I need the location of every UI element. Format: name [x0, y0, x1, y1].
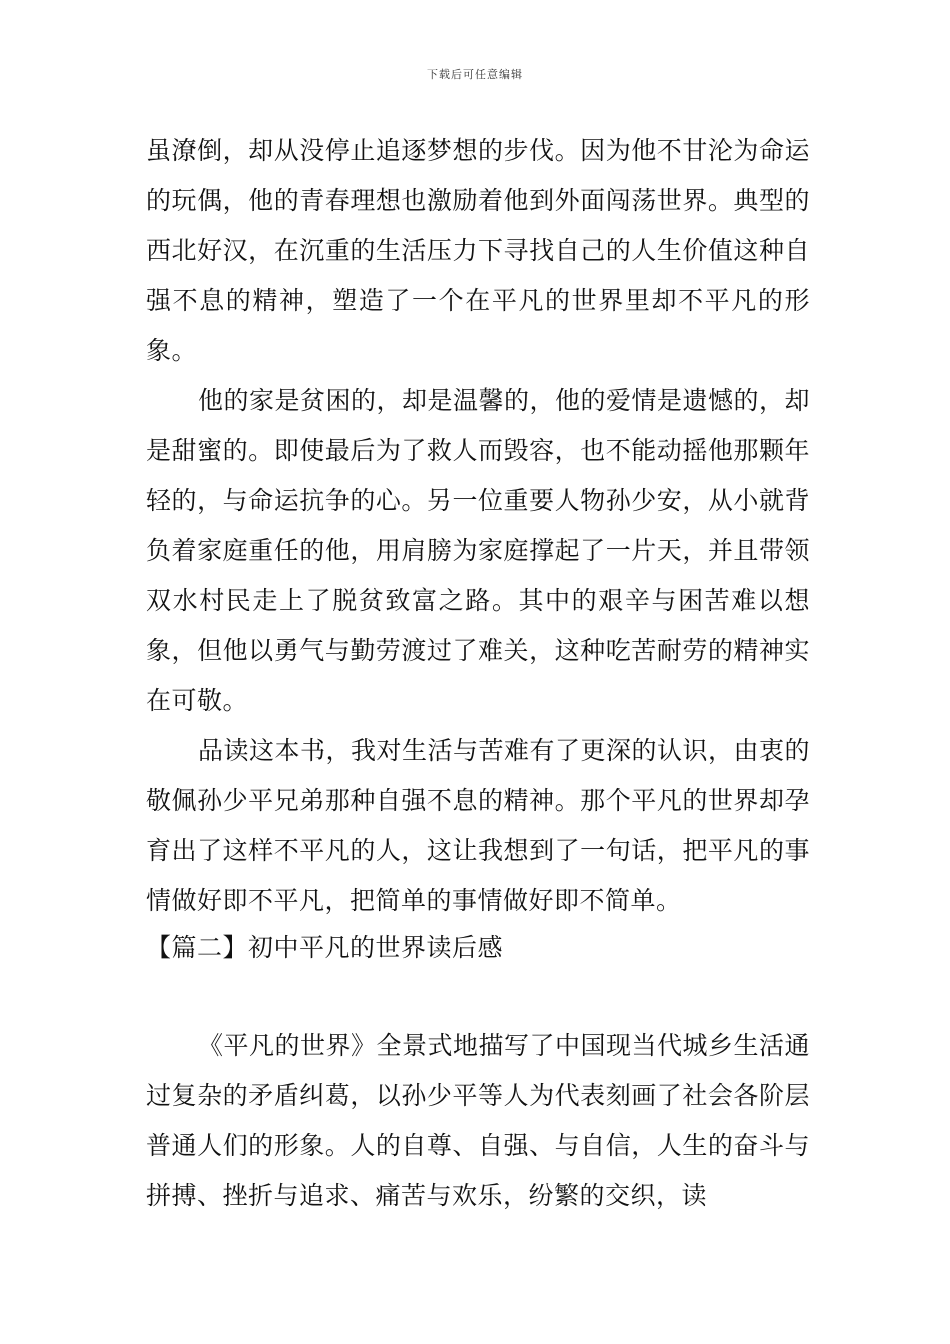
document-body-top — [146, 126, 810, 926]
paragraph-2: 他的家是贫困的，却是温馨的，他的爱情是遗憾的，却是甜蜜的。即使最后为了救人而毁容，也不能动摇他那颗年轻的，与命运抗争的心。另一位重要人物孙少安，从小就背负着家庭重任的他，用肩膀为家庭撑起了一片天，并且带领双水村民走上了脱贫致富之路。其中的艰辛与困苦难以想象，但他以勇气与勤劳渡过了难关，这种吃苦耐劳的精神实在可敬。 — [146, 386, 811, 715]
paragraph-3: 品读这本书，我对生活与苦难有了更深的认识，由衷的敬佩孙少平兄弟那种自强不息的精神。那个平凡的世界却孕育出了这样不平凡的人，这让我想到了一句话，把平凡的事情做好即不平凡，把简单的事情做好即不简单。 — [146, 736, 811, 915]
paragraph-1: 虽潦倒，却从没停止追逐梦想的步伐。因为他不甘沦为命运的玩偶，他的青春理想也激励着他到外面闯荡世界。典型的西北好汉，在沉重的生活压力下寻找自己的人生价值这种自强不息的精神，塑造了一个在平凡的世界里却不平凡的形象。 — [146, 136, 810, 365]
paragraph-4: 《平凡的世界》全景式地描写了中国现当代城乡生活通过复杂的矛盾纠葛，以孙少平等人为代表刻画了社会各阶层普通人们的形象。人的自尊、自强、与自信，人生的奋斗与拼搏、挫折与追求、痛苦与欢乐，纷繁的交织，读 — [146, 1031, 811, 1210]
section-heading: 【篇二】初中平凡的世界读后感 — [146, 933, 504, 962]
document-body-bottom — [146, 1021, 810, 1221]
page-header: 下载后可任意编辑 — [427, 68, 523, 81]
